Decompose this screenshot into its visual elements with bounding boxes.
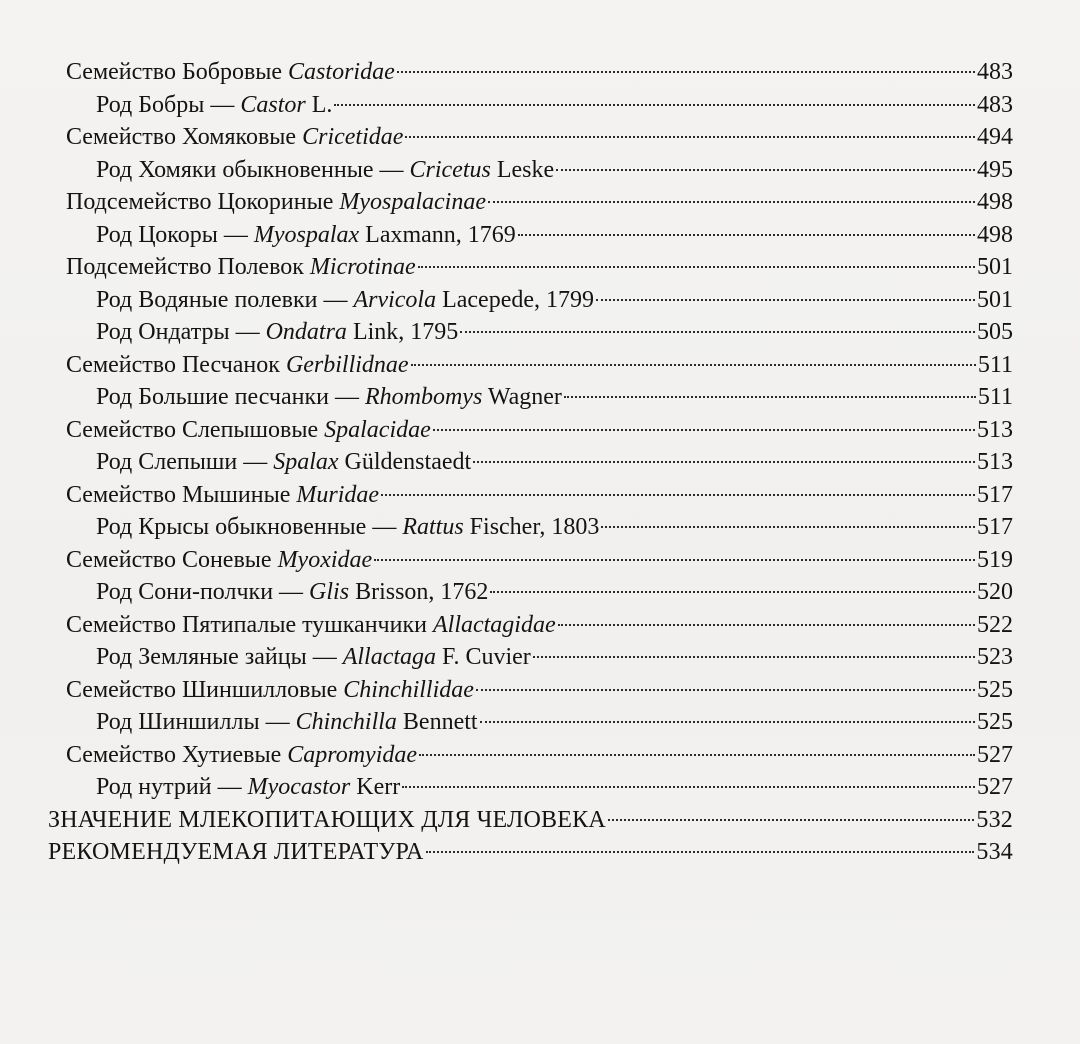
dot-leader — [518, 234, 975, 236]
toc-entry-latin-name: Arvicola — [353, 286, 437, 313]
toc-entry-title — [66, 251, 416, 283]
dot-leader — [608, 819, 975, 821]
toc-entry — [48, 576, 1013, 609]
toc-entry-latin-name: Myospalax — [253, 221, 360, 248]
toc-entry-name: Род Бобры — — [96, 91, 241, 118]
toc-entry — [48, 771, 1013, 804]
toc-page-number: 517 — [977, 514, 1013, 540]
toc-entry-title — [96, 381, 562, 413]
toc-entry-latin-name: Glis — [309, 579, 350, 605]
toc-page-number: 522 — [977, 611, 1013, 638]
toc-entry-author: Fischer, 1803 — [463, 514, 600, 540]
dot-leader — [564, 396, 976, 398]
toc-entry-author: L. — [305, 91, 333, 118]
toc-entry — [48, 381, 1013, 414]
dot-leader — [596, 299, 975, 301]
toc-entry — [48, 186, 1013, 219]
toc-entry-latin-name: Castoridae — [288, 59, 395, 85]
toc-entry-latin-name: Allactaga — [342, 644, 437, 670]
dot-leader — [488, 201, 975, 203]
toc-entry — [48, 414, 1013, 447]
toc-entry-latin-name: Rhombomys — [364, 384, 483, 410]
toc-entry-latin-name: Allactagidae — [432, 611, 556, 638]
dot-leader — [476, 689, 975, 691]
toc-entry-title — [66, 674, 474, 706]
toc-entry — [48, 154, 1013, 187]
toc-entry — [48, 739, 1013, 772]
toc-entry-author: Kerr — [350, 774, 401, 800]
dot-leader — [397, 71, 975, 73]
toc-entry-title — [66, 414, 431, 446]
toc-page-number: 532 — [976, 806, 1013, 833]
dot-leader — [533, 656, 975, 658]
toc-entry-latin-name: Spalax — [273, 449, 339, 475]
toc-entry-title — [66, 186, 486, 218]
toc-entry-title — [96, 154, 554, 186]
dot-leader — [460, 331, 975, 333]
toc-page-number: 483 — [977, 59, 1013, 85]
toc-page-number: 511 — [977, 384, 1013, 410]
toc-entry-title — [66, 121, 403, 153]
toc-entry-name: Род Земляные зайцы — — [96, 644, 343, 670]
toc-entry — [48, 511, 1013, 544]
toc-entry — [48, 641, 1013, 674]
toc-page-number: 505 — [977, 319, 1013, 345]
toc-entry-title — [96, 771, 400, 803]
toc-entry-name: Семейство Мышиные — [66, 481, 297, 508]
dot-leader — [374, 559, 975, 561]
toc-entry-name: Род Слепыши — — [96, 449, 274, 475]
toc-entry-name: Семейство Шиншилловые — [66, 676, 344, 703]
toc-entry — [48, 56, 1013, 89]
toc-entry-name: Семейство Песчанок — [66, 351, 286, 378]
toc-entry-latin-name: Muridae — [296, 481, 380, 508]
toc-entry-title — [48, 836, 424, 868]
toc-entry — [48, 251, 1013, 284]
dot-leader — [405, 136, 975, 138]
toc-entry-author: Lacepede, 1799 — [436, 286, 595, 313]
toc-page-number: 520 — [977, 579, 1013, 605]
toc-entry-name: Род Большие песчанки — — [96, 384, 365, 410]
toc-entry — [48, 446, 1013, 479]
toc-entry-name: Род Хомяки обыкновенные — — [96, 156, 410, 183]
toc-page-number: 495 — [977, 156, 1013, 183]
dot-leader — [480, 721, 975, 723]
toc-entry-title — [66, 544, 372, 576]
toc-entry-latin-name: Capromyidae — [287, 741, 418, 768]
toc-entry-latin-name: Myoxidae — [277, 546, 373, 573]
toc-entry — [48, 121, 1013, 154]
toc-page-number: 523 — [977, 644, 1013, 670]
toc-entry-latin-name: Castor — [240, 91, 306, 118]
toc-entry-latin-name: Cricetus — [409, 156, 491, 183]
table-of-contents — [48, 56, 1013, 869]
toc-page-number: 501 — [977, 286, 1013, 313]
toc-entry-latin-name: Microtinae — [309, 254, 416, 280]
toc-entry-title — [96, 576, 488, 608]
toc-entry-title — [96, 284, 594, 316]
toc-entry-title — [96, 446, 471, 478]
toc-entry-author: Laxmann, 1769 — [359, 221, 516, 248]
toc-entry — [48, 349, 1013, 382]
dot-leader — [411, 364, 976, 366]
toc-entry — [48, 219, 1013, 252]
toc-entry-author: F. Cuvier — [436, 644, 531, 670]
toc-entry-latin-name: Spalacidae — [324, 416, 431, 443]
toc-entry-title — [96, 89, 332, 121]
toc-entry-title — [66, 479, 379, 511]
toc-entry — [48, 836, 1013, 869]
toc-entry-name: Семейство Слепышовые — [66, 416, 325, 443]
toc-entry-latin-name: Ondatra — [265, 319, 347, 345]
toc-entry-title — [66, 349, 409, 381]
toc-entry-name: Род Цокоры — — [96, 221, 254, 248]
toc-page-number: 519 — [977, 546, 1013, 573]
toc-page-number: 534 — [976, 839, 1013, 865]
dot-leader — [473, 461, 975, 463]
toc-entry-author: Leske — [490, 156, 555, 183]
toc-page-number: 513 — [977, 416, 1013, 443]
toc-entry — [48, 89, 1013, 122]
toc-entry-name: ЗНАЧЕНИЕ МЛЕКОПИТАЮЩИХ ДЛЯ ЧЕЛОВЕКА — [48, 806, 606, 833]
dot-leader — [402, 786, 975, 788]
toc-page-number: 525 — [977, 709, 1013, 735]
toc-entry-title — [66, 609, 556, 641]
toc-entry-name: Род Крысы обыкновенные — — [96, 514, 403, 540]
toc-page-number: 513 — [977, 449, 1013, 475]
toc-entry-title — [96, 641, 531, 673]
toc-entry-author: Güldenstaedt — [338, 449, 472, 475]
toc-entry — [48, 479, 1013, 512]
toc-entry-latin-name: Cricetidae — [302, 124, 404, 150]
toc-entry-name: Род Ондатры — — [96, 319, 266, 345]
toc-entry-latin-name: Myocastor — [247, 774, 351, 800]
toc-entry-name: Семейство Соневые — [66, 546, 278, 573]
toc-entry-name: РЕКОМЕНДУЕМАЯ ЛИТЕРАТУРА — [48, 839, 424, 865]
toc-entry-title — [48, 804, 606, 836]
toc-entry-name: Семейство Пятипалые тушканчики — [66, 611, 433, 638]
toc-entry-name: Семейство Бобровые — [66, 59, 289, 85]
dot-leader — [556, 169, 975, 171]
toc-page-number: 501 — [977, 254, 1013, 280]
toc-entry — [48, 544, 1013, 577]
toc-page-number: 527 — [977, 741, 1013, 768]
dot-leader — [419, 754, 975, 756]
toc-entry-name: Семейство Хутиевые — [66, 741, 288, 768]
toc-entry-title — [96, 316, 458, 348]
toc-page-number: 498 — [977, 221, 1013, 248]
toc-entry — [48, 706, 1013, 739]
dot-leader — [490, 591, 975, 593]
toc-entry — [48, 804, 1013, 837]
toc-page-number: 494 — [977, 124, 1013, 150]
toc-entry — [48, 674, 1013, 707]
toc-entry-author: Wagner — [482, 384, 562, 410]
toc-page-number: 511 — [977, 351, 1013, 378]
toc-entry-author: Bennett — [396, 709, 478, 735]
toc-entry — [48, 284, 1013, 317]
toc-entry-latin-name: Rattus — [402, 514, 464, 540]
toc-entry-latin-name: Myospalacinae — [339, 189, 486, 215]
toc-entry-name: Род нутрий — — [96, 774, 248, 800]
toc-page-number: 498 — [977, 189, 1013, 215]
toc-entry — [48, 316, 1013, 349]
toc-entry-name: Род Шиншиллы — — [96, 709, 296, 735]
dot-leader — [601, 526, 975, 528]
dot-leader — [418, 266, 975, 268]
toc-entry-name: Подсемейство Цокориные — [66, 189, 340, 215]
toc-entry-name: Род Сони-полчки — — [96, 579, 310, 605]
toc-entry-title — [96, 511, 599, 543]
toc-entry-title — [96, 706, 478, 738]
toc-entry-name: Семейство Хомяковые — [66, 124, 303, 150]
dot-leader — [558, 624, 975, 626]
toc-entry-latin-name: Chinchillidae — [343, 676, 474, 703]
toc-entry-author: Link, 1795 — [346, 319, 459, 345]
toc-entry-title — [66, 739, 417, 771]
toc-entry-title — [66, 56, 395, 88]
toc-entry-latin-name: Gerbillidnae — [285, 351, 409, 378]
toc-entry-name: Род Водяные полевки — — [96, 286, 354, 313]
dot-leader — [334, 104, 975, 106]
toc-page-number: 517 — [977, 481, 1013, 508]
dot-leader — [381, 494, 975, 496]
toc-page-number: 483 — [977, 91, 1013, 118]
toc-entry-name: Подсемейство Полевок — [66, 254, 310, 280]
toc-page-number: 525 — [977, 676, 1013, 703]
dot-leader — [426, 851, 975, 853]
toc-page-number: 527 — [977, 774, 1013, 800]
toc-entry-author: Brisson, 1762 — [349, 579, 489, 605]
toc-entry-title — [96, 219, 516, 251]
toc-entry-latin-name: Chinchilla — [295, 709, 397, 735]
toc-entry — [48, 609, 1013, 642]
dot-leader — [433, 429, 975, 431]
